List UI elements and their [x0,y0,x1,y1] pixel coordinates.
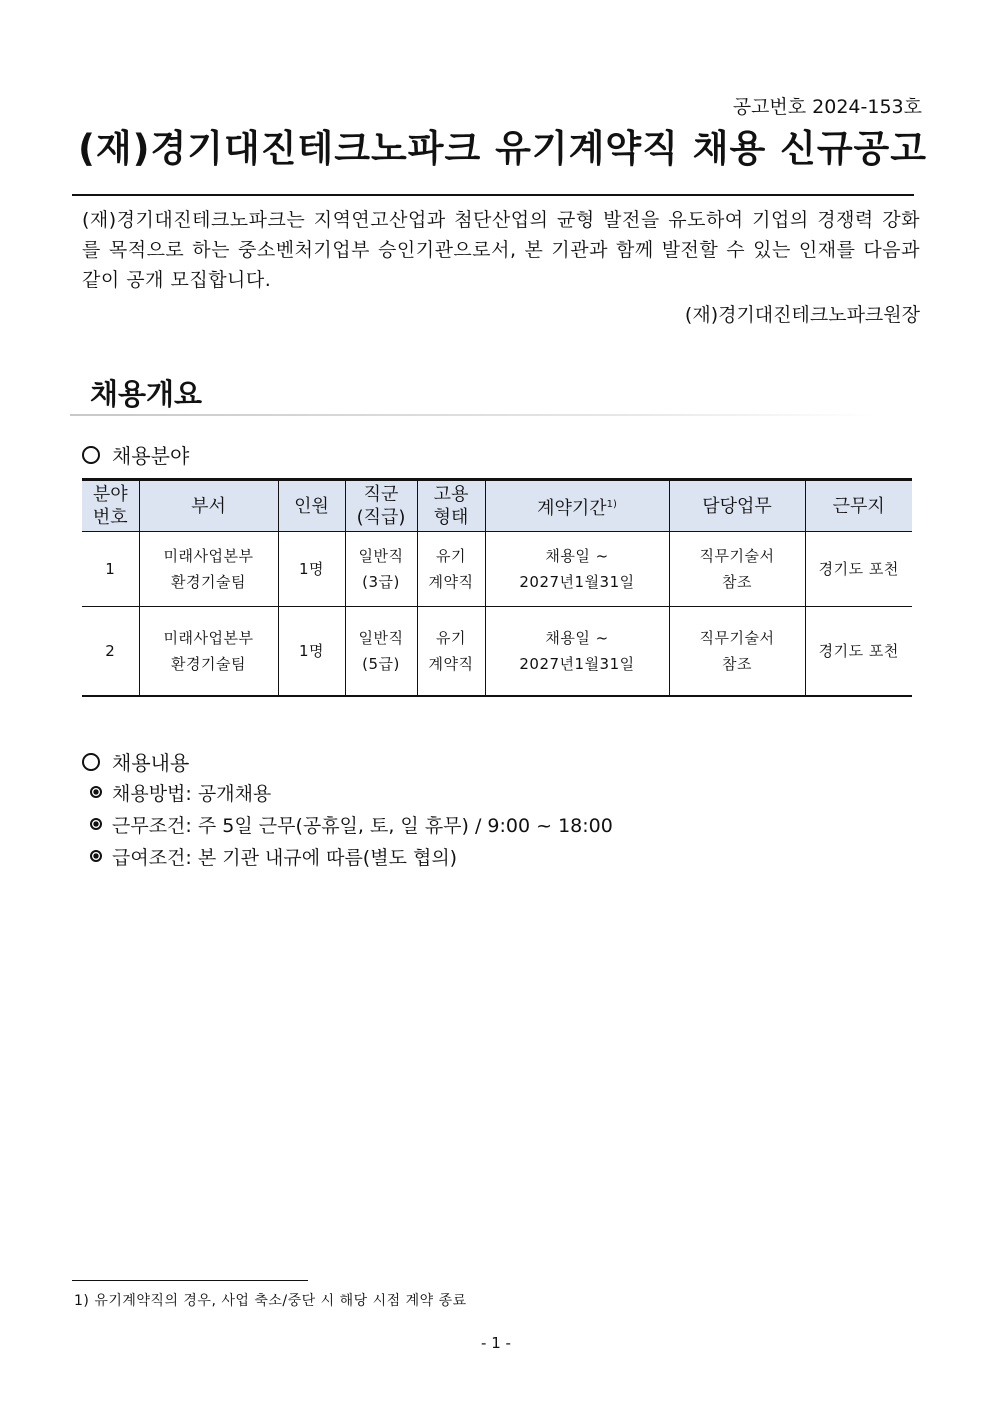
footnote: 1) 유기계약직의 경우, 사업 축소/중단 시 해당 시점 계약 종료 [74,1293,467,1309]
notice-number: 공고번호 2024-153호 [732,96,922,118]
header-no: 분야 번호 [82,480,139,532]
circle-icon [82,446,100,464]
list-item: 채용방법: 공개채용 [90,778,613,810]
header-period: 계약기간$^{1)}$ [485,480,669,532]
list-item: 근무조건: 주 5일 근무(공휴일, 토, 일 휴무) / 9:00 ~ 18:00 [90,810,613,842]
cell-dept: 미래사업본부 환경기술팀 [139,532,278,607]
section-divider [70,414,880,416]
section-title: 채용개요 [90,377,203,411]
header-grade: 직군 (직급) [345,480,417,532]
header-count: 인원 [278,480,345,532]
page-title: (재)경기대진테크노파크 유기계약직 채용 신규공고 [78,127,928,170]
table-row [82,532,912,607]
field-heading-label: 채용분야 [112,444,190,468]
bullet-icon [90,850,102,862]
cell-duty: 직무기술서 참조 [669,532,805,607]
bullet-icon [90,786,102,798]
cell-period: 채용일 ~ 2027년1월31일 [485,532,669,607]
intro-paragraph: (재)경기대진테크노파크는 지역연고산업과 첨단산업의 균형 발전을 유도하여 기업의 경쟁력 강화를 목적으로 하는 중소벤처기업부 승인기관으로서, 본 기관과 함께 발전할 수 있는 인재를 다음과 같이 공개 모집합니다. [82,209,920,291]
cell-grade: 일반직 (3급) [345,532,417,607]
cell-no: 1 [82,532,139,607]
cell-duty: 직무기술서 참조 [669,607,805,697]
field-heading [82,440,189,469]
cell-type: 유기 계약직 [417,532,485,607]
recruit-table [82,478,912,697]
cell-count: 1명 [278,532,345,607]
cell-type: 유기 계약직 [417,607,485,697]
header-duty: 담당업무 [669,480,805,532]
page-number: - 1 - [481,1334,511,1352]
content-list [90,778,613,874]
signature: (재)경기대진테크노파크원장 [684,304,920,326]
cell-grade: 일반직 (5급) [345,607,417,697]
list-item: 급여조건: 본 기관 내규에 따름(별도 협의) [90,842,613,874]
footnote-divider [72,1280,308,1281]
cell-location: 경기도 포천 [805,607,912,697]
header-location: 근무지 [805,480,912,532]
header-dept: 부서 [139,480,278,532]
cell-location: 경기도 포천 [805,532,912,607]
header-type: 고용 형태 [417,480,485,532]
table-row [82,607,912,697]
footnote-mark: 1) [606,498,617,510]
title-divider [72,194,914,196]
cell-no: 2 [82,607,139,697]
cell-count: 1명 [278,607,345,697]
content-heading-label: 채용내용 [112,751,190,775]
circle-icon [82,753,100,771]
bullet-icon [90,818,102,830]
cell-dept: 미래사업본부 환경기술팀 [139,607,278,697]
content-heading [82,747,189,776]
table-header-row [82,480,912,532]
cell-period: 채용일 ~ 2027년1월31일 [485,607,669,697]
